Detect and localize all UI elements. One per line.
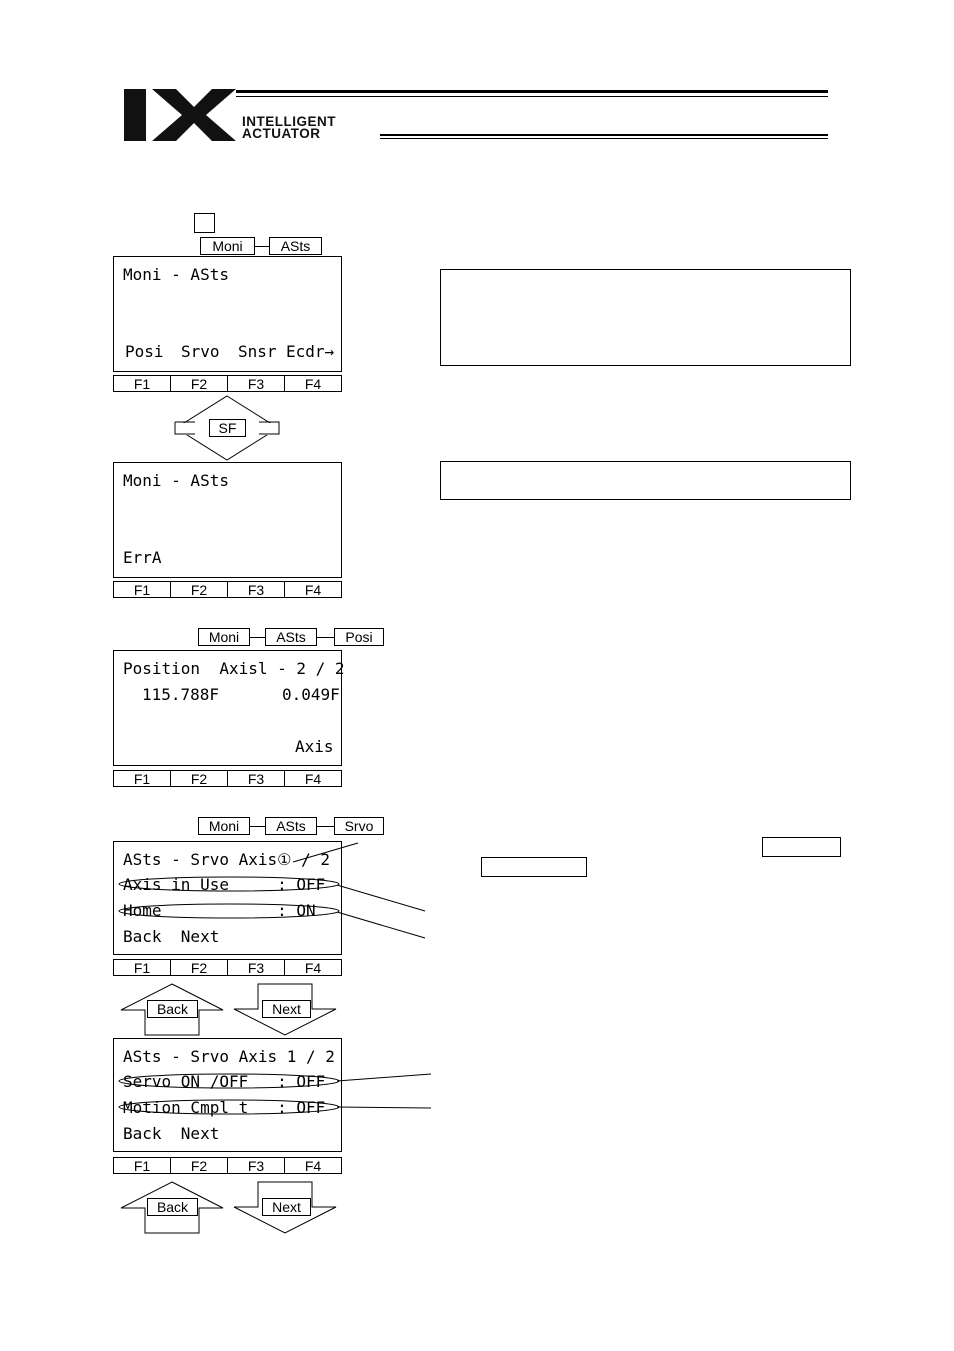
servo-on-off-row: Servo ON /OFF : OFF (123, 1072, 326, 1091)
menu-item-posi[interactable]: Posi (125, 342, 164, 361)
path-tag-asts: ASts (265, 817, 317, 835)
header-rule-low2 (380, 138, 828, 139)
callout-lines-servo-1 (113, 838, 433, 942)
servo-title-tail: / 2 (291, 850, 330, 869)
sf-key[interactable]: SF (209, 419, 246, 437)
f4-key[interactable]: F4 (284, 375, 342, 392)
next-button[interactable]: Next (262, 1198, 311, 1216)
callout-lines-servo-2 (113, 1060, 435, 1120)
note-box-2 (440, 461, 851, 500)
path-tag-srvo: Srvo (334, 817, 384, 835)
lcd-screen-asts-menu (113, 256, 342, 372)
path-connector (254, 246, 269, 247)
path-tag-asts: ASts (265, 628, 317, 646)
f4-key[interactable]: F4 (284, 1157, 342, 1174)
back-button[interactable]: Back (147, 1198, 198, 1216)
lcd-line-title: ASts - Srvo Axis 1 / 2 (123, 1047, 335, 1066)
f1-key[interactable]: F1 (113, 581, 171, 598)
lcd-line-title: Moni - ASts (123, 471, 229, 490)
f1-key[interactable]: F1 (113, 1157, 171, 1174)
menu-item-snsr[interactable]: Snsr (238, 342, 277, 361)
axis-number-marker: ① (277, 850, 292, 869)
f2-key[interactable]: F2 (170, 375, 228, 392)
brand-line-1: INTELLIGENT (242, 114, 336, 129)
header-rule-mid (236, 96, 828, 97)
home-row: Home : ON (123, 901, 316, 920)
brand-name (242, 116, 336, 140)
path-connector (249, 826, 265, 827)
menu-item-axis[interactable]: Axis (295, 737, 334, 756)
header-rule-top (236, 90, 828, 93)
motion-complete-row: Motion Cmpl t : OFF (123, 1098, 326, 1117)
f3-key[interactable]: F3 (227, 375, 285, 392)
small-note-box-a (762, 837, 841, 857)
f1-key[interactable]: F1 (113, 375, 171, 392)
f2-key[interactable]: F2 (170, 581, 228, 598)
path-tag-moni: Moni (198, 628, 250, 646)
brand-line-2: ACTUATOR (242, 126, 321, 141)
f2-key[interactable]: F2 (170, 959, 228, 976)
servo-title: ASts - Srvo Axis (123, 850, 278, 869)
next-button[interactable]: Next (262, 1000, 311, 1018)
f3-key[interactable]: F3 (227, 770, 285, 787)
menu-item-erra[interactable]: ErrA (123, 548, 162, 567)
path-tag-moni: Moni (198, 817, 250, 835)
f4-key[interactable]: F4 (284, 770, 342, 787)
f4-key[interactable]: F4 (284, 581, 342, 598)
small-note-box-b (481, 857, 587, 877)
f2-key[interactable]: F2 (170, 770, 228, 787)
fkey-row (113, 959, 342, 976)
header-rule-low (380, 134, 828, 136)
lcd-screen-asts-menu-2 (113, 462, 342, 578)
f1-key[interactable]: F1 (113, 770, 171, 787)
lcd-line-title: Position Axisl - 2 / 2 (123, 659, 345, 678)
path-connector (249, 637, 265, 638)
back-next-row[interactable]: Back Next (123, 1124, 220, 1143)
menu-item-srvo[interactable]: Srvo (181, 342, 220, 361)
axis2-position-value: 0.049F (282, 685, 340, 704)
fkey-row (113, 770, 342, 787)
ix-logo-icon (124, 89, 236, 141)
f3-key[interactable]: F3 (227, 1157, 285, 1174)
f3-key[interactable]: F3 (227, 959, 285, 976)
note-box-1 (440, 269, 851, 366)
back-button[interactable]: Back (147, 1000, 198, 1018)
small-box (194, 213, 215, 233)
path-tag-posi: Posi (334, 628, 384, 646)
path-connector (316, 826, 334, 827)
lcd-screen-position (113, 650, 345, 766)
f3-key[interactable]: F3 (227, 581, 285, 598)
f4-key[interactable]: F4 (284, 959, 342, 976)
fkey-row (113, 581, 342, 598)
f2-key[interactable]: F2 (170, 1157, 228, 1174)
path-tag-moni: Moni (200, 237, 255, 255)
axis-in-use-row: Axis in Use : OFF (123, 875, 326, 894)
fkey-row (113, 1157, 342, 1174)
back-next-row[interactable]: Back Next (123, 927, 220, 946)
path-tag-asts: ASts (269, 237, 322, 255)
path-connector (316, 637, 334, 638)
axis1-position-value: 115.788F (142, 685, 220, 704)
f1-key[interactable]: F1 (113, 959, 171, 976)
lcd-line-title: Moni - ASts (123, 265, 229, 284)
menu-item-ecdr[interactable]: Ecdr→ (286, 342, 335, 361)
fkey-row (113, 375, 342, 392)
